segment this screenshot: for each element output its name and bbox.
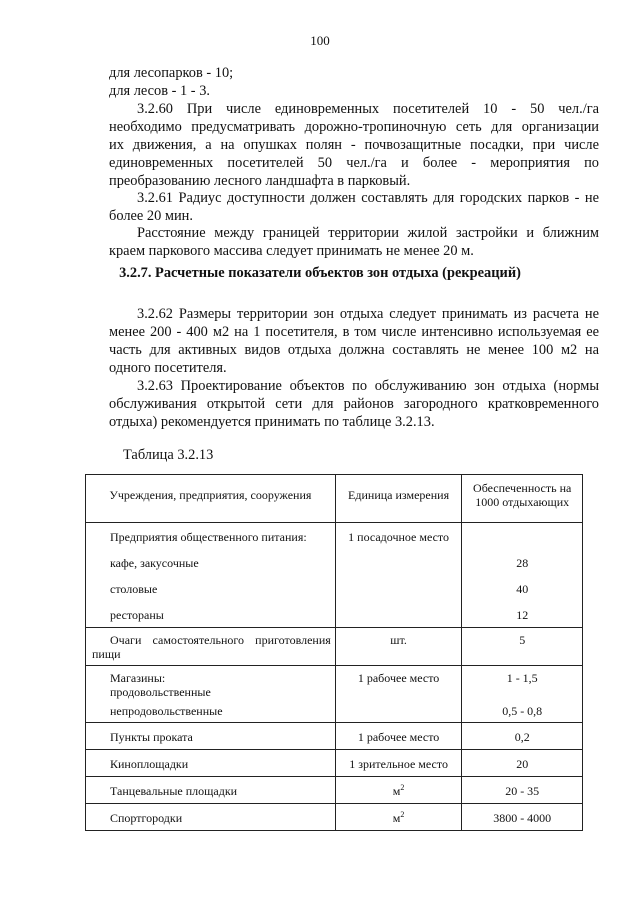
- header-cell-unit: Единица измерения: [348, 488, 450, 502]
- row-value: 12: [516, 608, 529, 622]
- row-unit: 1 рабочее место: [357, 730, 440, 744]
- row-unit: 1 зрительное место: [349, 757, 448, 771]
- row-label: кафе, закусочные: [110, 556, 199, 570]
- text-line: единовременных посетителей 50 чел./га и более - мероприятия по: [109, 155, 599, 171]
- section-heading: 3.2.7. Расчетные показатели объектов зон отдыха (рекреаций): [119, 265, 521, 281]
- row-value: 20 - 35: [505, 784, 540, 798]
- paragraph-3-2-60: [109, 100, 599, 190]
- table-row: [86, 523, 583, 550]
- row-unit: [336, 777, 462, 803]
- table-row: [86, 575, 583, 601]
- header-cell-provision: Обеспеченность на 1000 отдыхающих: [473, 481, 572, 509]
- text-line: 3.2.60 При числе единовременных посетителей 10 - 50 чел./га: [137, 101, 599, 117]
- text-line: Расстояние между границей территории жилой застройки и ближним: [137, 225, 599, 241]
- row-value: [462, 523, 582, 549]
- row-unit: [336, 549, 462, 575]
- row-label: Киноплощадки: [110, 757, 189, 771]
- row-value: 20: [516, 757, 529, 771]
- paragraph-3-2-62: [109, 305, 599, 377]
- row-label: непродовольственные: [110, 704, 223, 718]
- text-line: часть для активных видов отдыха должна составлять не менее 100 м2 на: [109, 342, 599, 358]
- row-label: [86, 666, 335, 700]
- text-line: менее 200 - 400 м2 на 1 посетителя, в том числе интенсивно используемая ее: [109, 324, 599, 340]
- row-label-line: Магазины:: [110, 671, 166, 685]
- text-line: для лесов - 1 - 3.: [109, 83, 210, 99]
- text-line: для лесопарков - 10;: [109, 65, 234, 81]
- row-unit: [336, 575, 462, 601]
- table-row: [86, 777, 583, 804]
- text-line: 3.2.63 Проектирование объектов по обслуживанию зон отдыха (нормы: [137, 378, 599, 394]
- row-value: 40: [516, 582, 529, 596]
- paragraph-3-2-63: [109, 377, 599, 431]
- table-row: [86, 601, 583, 628]
- row-label: Очаги самостоятельного приготовления пищи: [92, 633, 331, 661]
- row-value: 0,5 - 0,8: [502, 704, 543, 718]
- page-number: 100: [310, 33, 330, 48]
- row-unit: [336, 804, 462, 830]
- header-cell-facilities: Учреждения, предприятия, сооружения: [109, 488, 312, 502]
- text-line: необходимо предусматривать дорожно-тропиночную сеть для организации: [109, 119, 599, 135]
- table-row: [86, 628, 583, 666]
- row-label-line: продовольственные: [110, 685, 211, 699]
- row-value: 28: [516, 556, 529, 570]
- row-unit: [336, 601, 462, 627]
- unit-exponent: 2: [400, 810, 405, 819]
- table-row: [86, 723, 583, 750]
- text-line: их движения, а на опушках полян - почвозащитные посадки, при числе: [109, 137, 599, 153]
- row-unit: шт.: [390, 633, 407, 647]
- text-line: 3.2.62 Размеры территории зон отдыха следует принимать из расчета не: [137, 306, 599, 322]
- row-label: Пункты проката: [110, 730, 193, 744]
- unit-text: м: [392, 784, 401, 798]
- row-value: 3800 - 4000: [493, 811, 552, 825]
- table-header-row: [86, 475, 583, 523]
- unit-text: м: [392, 811, 401, 825]
- text-line: 3.2.61 Радиус доступности должен составлять для городских парков - не: [137, 190, 599, 206]
- row-value: 0,2: [514, 730, 530, 744]
- row-label: Предприятия общественного питания:: [110, 530, 307, 544]
- table-caption: Таблица 3.2.13: [123, 447, 214, 463]
- text-line: преобразованию лесного ландшафта в парковый.: [109, 173, 411, 189]
- row-unit: 1 рабочее место: [357, 671, 440, 685]
- unit-exponent: 2: [400, 783, 405, 792]
- table-row: [86, 750, 583, 777]
- text-line: краем паркового массива следует принимать не менее 20 м.: [109, 243, 474, 259]
- row-value: 1 - 1,5: [506, 671, 538, 685]
- paragraph-3-2-61: [109, 189, 599, 225]
- row-unit: 1 посадочное место: [348, 530, 450, 544]
- paragraph-distance: [109, 224, 599, 260]
- row-label: Спортгородки: [110, 811, 183, 825]
- table-row: [86, 666, 583, 701]
- text-line: более 20 мин.: [109, 208, 193, 224]
- row-label: столовые: [110, 582, 158, 596]
- row-label: Танцевальные площадки: [110, 784, 238, 798]
- services-table: [85, 474, 583, 831]
- text-line: одного посетителя.: [109, 360, 227, 376]
- paragraph-parks-norms: [109, 64, 599, 100]
- row-unit: [336, 700, 462, 722]
- row-label: рестораны: [110, 608, 164, 622]
- text-line: обслуживания открытой сети для районов загородного кратковременного: [109, 396, 599, 412]
- row-value: 5: [519, 633, 526, 647]
- table-row: [86, 549, 583, 575]
- text-line: отдыха) рекомендуется принимать по таблице 3.2.13.: [109, 414, 435, 430]
- table-row: [86, 804, 583, 831]
- table-row: [86, 700, 583, 723]
